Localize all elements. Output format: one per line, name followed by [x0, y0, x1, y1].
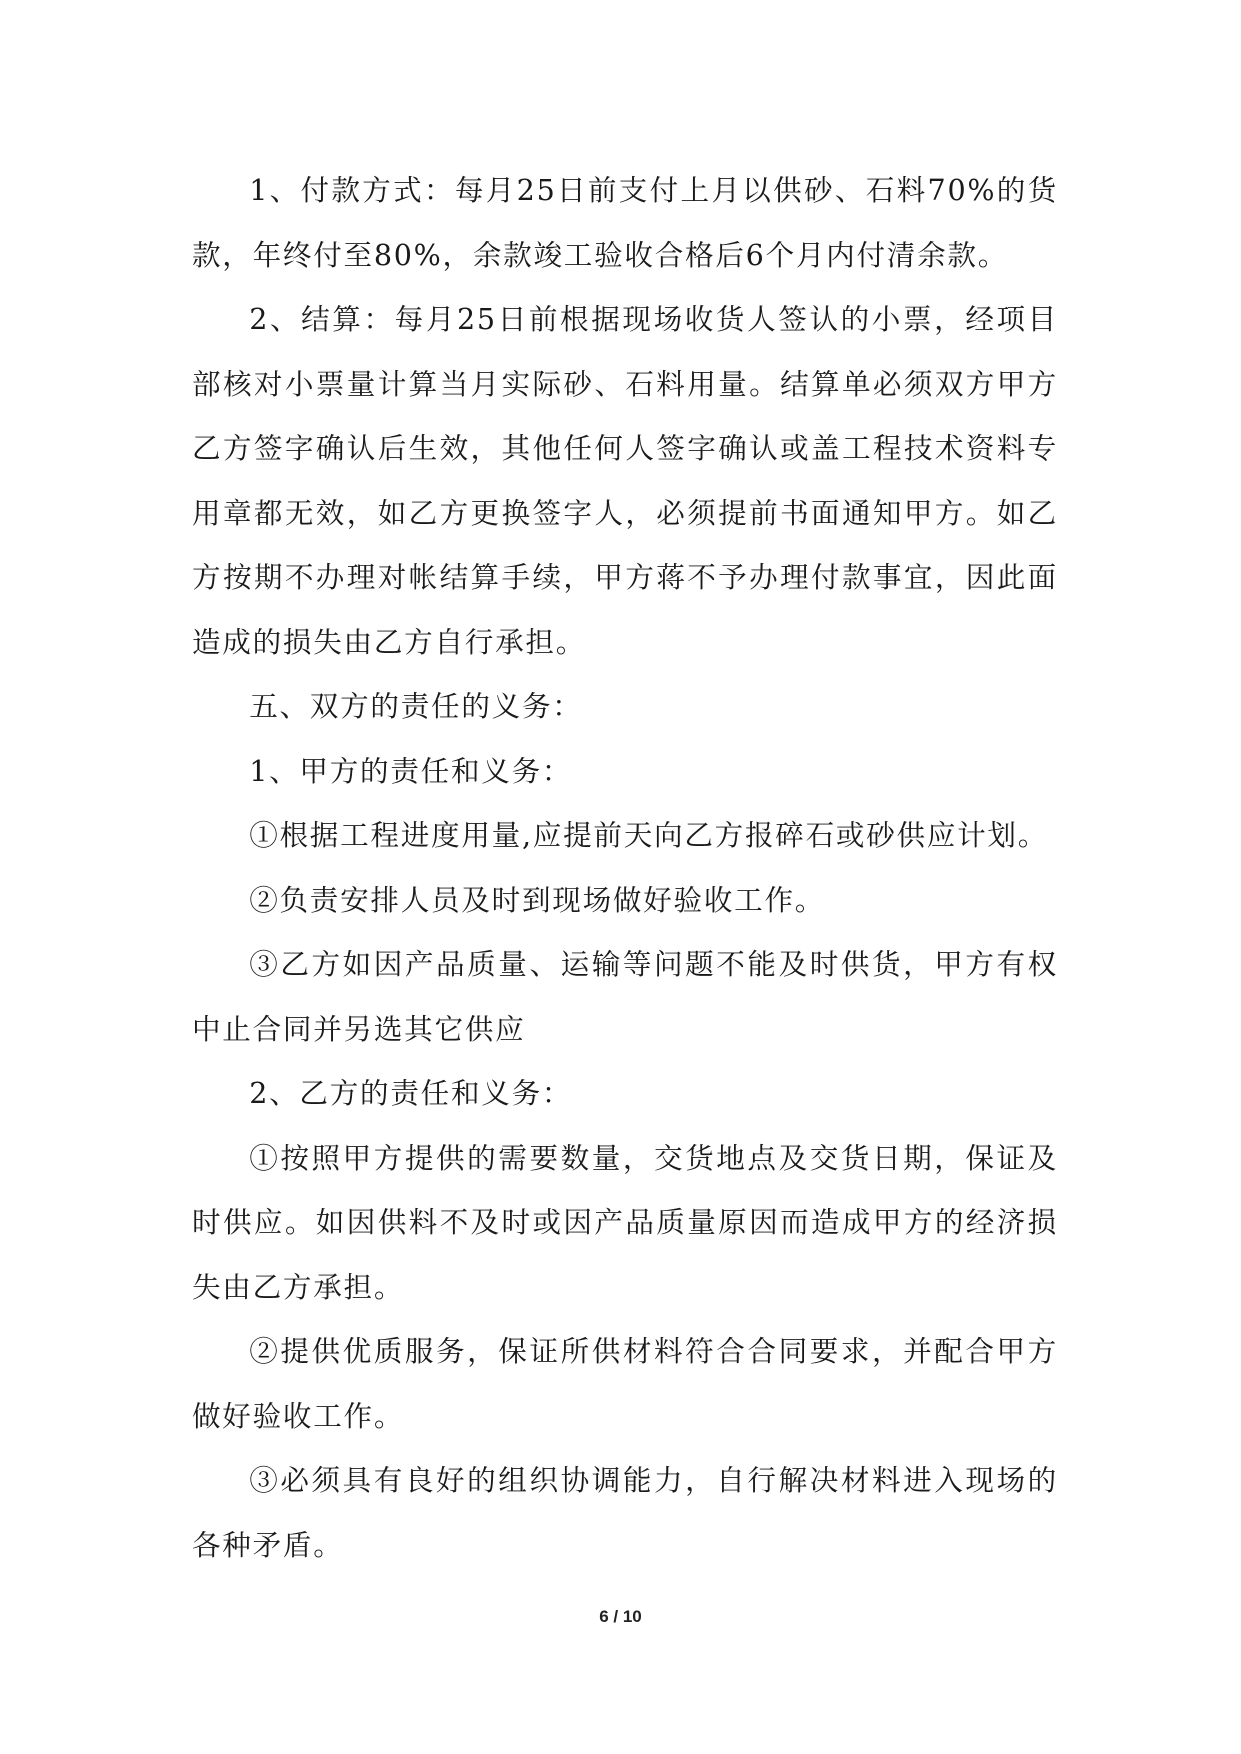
paragraph-party-b-item-1: ①按照甲方提供的需要数量，交货地点及交货日期，保证及时供应。如因供料不及时或因产品质量原因而造成甲方的经济损失由乙方承担。 [192, 1140, 1058, 1304]
page-number: 6 / 10 [599, 1607, 642, 1626]
paragraph-party-b-item-3: ③必须具有良好的组织协调能力，自行解决材料进入现场的各种矛盾。 [192, 1463, 1058, 1562]
paragraph-payment-method: 1、付款方式：每月25日前支付上月以供砂、石料70%的货款，年终付至80%，余款竣工验收合格后6个月内付清余款。 [192, 173, 1058, 272]
subheading-party-a: 1、甲方的责任和义务： [249, 753, 573, 788]
body-text [192, 158, 1058, 1577]
paragraph-party-b-item-2: ②提供优质服务，保证所供材料符合合同要求，并配合甲方做好验收工作。 [192, 1334, 1058, 1433]
section-heading-responsibilities: 五、双方的责任的义务： [249, 689, 583, 723]
paragraph-settlement: 2、结算：每月25日前根据现场收货人签认的小票，经项目部核对小票量计算当月实际砂、石料用量。结算单必须双方甲方乙方签字确认后生效，其他任何人签字确认或盖工程技术资料专用章都无效，如乙方更换签字人，必须提前书面通知甲方。如乙方按期不办理对帐结算手续，甲方蒋不予办理付款事宜，因此面造成的损失由乙方自行承担。 [192, 302, 1058, 659]
paragraph-party-a-item-2: ②负责安排人员及时到现场做好验收工作。 [249, 882, 826, 917]
subheading-party-b: 2、乙方的责任和义务： [249, 1076, 573, 1110]
paragraph-party-a-item-3: ③乙方如因产品质量、运输等问题不能及时供货，甲方有权中止合同并另选其它供应 [192, 947, 1058, 1046]
paragraph-party-a-item-1: ①根据工程进度用量,应提前天向乙方报碎石或砂供应计划。 [249, 818, 1049, 852]
